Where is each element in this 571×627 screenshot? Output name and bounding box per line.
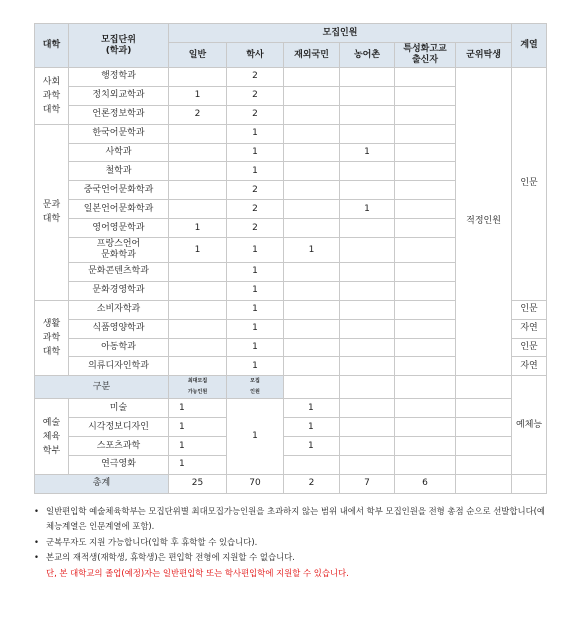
empty-cell <box>395 418 456 437</box>
college-header: 대학 <box>35 24 69 68</box>
notes <box>34 504 546 582</box>
arts-gubun-label: 구분 <box>35 376 169 399</box>
special-cell <box>395 200 456 219</box>
rural-cell <box>340 219 395 238</box>
dept-cell: 연극영화 <box>69 456 169 475</box>
special-cell <box>395 300 456 319</box>
note-2-text: 군복무자도 지원 가능합니다(입학 후 휴학할 수 있습니다). <box>46 536 258 547</box>
max-cell: 1 <box>169 399 227 418</box>
bachelor-cell: 2 <box>227 200 284 219</box>
special-cell <box>395 338 456 357</box>
bachelor-cell: 1 <box>227 263 284 282</box>
overseas-cell <box>284 357 340 376</box>
empty-cell <box>395 456 456 475</box>
general-cell <box>169 143 227 162</box>
rural-cell <box>340 124 395 143</box>
special-cell <box>395 181 456 200</box>
field-cell-humanities: 인문 <box>512 68 547 301</box>
overseas-cell <box>284 105 340 124</box>
general-cell: 1 <box>169 238 227 263</box>
admission-document <box>34 23 546 581</box>
field-cell-arts: 예체능 <box>512 376 547 475</box>
general-cell <box>169 319 227 338</box>
general-cell <box>169 68 227 87</box>
total-rural: 7 <box>340 474 395 493</box>
general-header: 일반 <box>169 43 227 68</box>
empty-cell <box>340 456 395 475</box>
field-cell: 자연 <box>512 319 547 338</box>
overseas-cell <box>284 181 340 200</box>
college-arts: 예술 체육 학부 <box>35 399 69 475</box>
dept-cell: 문화경영학과 <box>69 281 169 300</box>
total-overseas: 2 <box>284 474 340 493</box>
rural-cell <box>340 162 395 181</box>
overseas-cell <box>284 162 340 181</box>
rural-cell <box>340 68 395 87</box>
empty-cell <box>456 376 512 399</box>
general-cell <box>169 200 227 219</box>
total-row <box>35 474 547 493</box>
note-3-red: 단, 본 대학교의 졸업(예정)자는 일반편입학 또는 학사편입학에 지원할 수 있습니다. <box>46 567 349 578</box>
overseas-cell <box>284 143 340 162</box>
dept-cell: 중국언어문화학과 <box>69 181 169 200</box>
dept-cell: 영어영문학과 <box>69 219 169 238</box>
rural-cell <box>340 86 395 105</box>
arts-merged-quota: 1 <box>227 399 284 475</box>
rural-cell <box>340 105 395 124</box>
table-row <box>35 437 547 456</box>
note-2 <box>34 535 546 551</box>
empty-cell <box>395 376 456 399</box>
empty-cell <box>284 376 340 399</box>
overseas-cell <box>284 300 340 319</box>
rural-header: 농어촌 <box>340 43 395 68</box>
general-cell <box>169 300 227 319</box>
empty-cell <box>512 474 547 493</box>
unit-header: 모집단위 (학과) <box>69 24 169 68</box>
rural-cell: 1 <box>340 143 395 162</box>
dept-cell: 언론정보학과 <box>69 105 169 124</box>
college-living-science: 생활 과학 대학 <box>35 300 69 376</box>
bullet-icon: • <box>34 552 39 563</box>
overseas-cell <box>284 219 340 238</box>
special-hs-header: 특성화고교 출신자 <box>395 43 456 68</box>
dept-cell: 시각정보디자인 <box>69 418 169 437</box>
overseas-cell <box>284 281 340 300</box>
special-cell <box>395 124 456 143</box>
college-humanities: 문과 대학 <box>35 124 69 300</box>
special-cell <box>395 219 456 238</box>
bachelor-cell: 2 <box>227 105 284 124</box>
total-general: 25 <box>169 474 227 493</box>
general-cell <box>169 162 227 181</box>
arts-subheader-row <box>35 376 547 399</box>
total-bachelor: 70 <box>227 474 284 493</box>
arts-quota-label: 모집 인원 <box>227 376 284 399</box>
rural-cell <box>340 319 395 338</box>
bachelor-cell: 1 <box>227 143 284 162</box>
special-cell <box>395 162 456 181</box>
note-3 <box>34 550 546 566</box>
overseas-cell <box>284 263 340 282</box>
military-header: 군위탁생 <box>456 43 512 68</box>
bachelor-cell: 2 <box>227 181 284 200</box>
bachelor-cell: 1 <box>284 418 340 437</box>
bullet-icon: • <box>34 536 39 547</box>
bachelor-cell: 1 <box>284 437 340 456</box>
dept-cell: 아동학과 <box>69 338 169 357</box>
special-cell <box>395 263 456 282</box>
rural-cell <box>340 281 395 300</box>
arts-max-label: 최대모집 가능인원 <box>169 376 227 399</box>
special-cell <box>395 238 456 263</box>
special-cell <box>395 319 456 338</box>
note-1-text: 일반편입학 예술체육학부는 모집단위별 최대모집가능인원을 초과하지 않는 범위 내에서 학부 모집인원을 전형 총점 순으로 선발합니다(예체능계열은 인문계열에 포함). <box>46 505 546 532</box>
dept-cell: 사학과 <box>69 143 169 162</box>
field-cell: 인문 <box>512 300 547 319</box>
max-cell: 1 <box>169 437 227 456</box>
rural-cell <box>340 338 395 357</box>
empty-cell <box>456 437 512 456</box>
dept-cell: 식품영양학과 <box>69 319 169 338</box>
dept-cell: 철학과 <box>69 162 169 181</box>
total-special: 6 <box>395 474 456 493</box>
overseas-cell <box>284 124 340 143</box>
rural-cell <box>340 263 395 282</box>
general-cell: 1 <box>169 86 227 105</box>
bachelor-cell: 1 <box>284 399 340 418</box>
bachelor-cell: 1 <box>227 338 284 357</box>
overseas-cell <box>284 86 340 105</box>
general-cell: 1 <box>169 219 227 238</box>
special-cell <box>395 105 456 124</box>
rural-cell <box>340 300 395 319</box>
field-cell: 인문 <box>512 338 547 357</box>
special-cell <box>395 68 456 87</box>
overseas-header: 재외국민 <box>284 43 340 68</box>
note-3-text: 본교의 재적생(재학생, 휴학생)은 편입학 전형에 지원할 수 없습니다. <box>46 552 295 563</box>
special-cell <box>395 86 456 105</box>
dept-cell: 소비자학과 <box>69 300 169 319</box>
overseas-cell <box>284 319 340 338</box>
field-header: 계열 <box>512 24 547 68</box>
empty-cell <box>456 474 512 493</box>
bachelor-cell: 1 <box>227 238 284 263</box>
quota-group-header: 모집인원 <box>169 24 512 43</box>
military-cell: 적정인원 <box>456 68 512 376</box>
bachelor-cell: 1 <box>227 281 284 300</box>
empty-cell <box>340 376 395 399</box>
max-cell: 1 <box>169 456 227 475</box>
empty-cell <box>395 437 456 456</box>
rural-cell <box>340 357 395 376</box>
bachelor-cell: 1 <box>227 300 284 319</box>
bullet-icon: • <box>34 505 39 516</box>
dept-cell: 미술 <box>69 399 169 418</box>
general-cell <box>169 263 227 282</box>
dept-cell: 스포츠과학 <box>69 437 169 456</box>
bachelor-cell: 2 <box>227 86 284 105</box>
dept-cell: 정치외교학과 <box>69 86 169 105</box>
rural-cell <box>340 238 395 263</box>
bachelor-cell: 2 <box>227 219 284 238</box>
general-cell: 2 <box>169 105 227 124</box>
max-cell: 1 <box>169 418 227 437</box>
dept-cell: 문화콘텐츠학과 <box>69 263 169 282</box>
rural-cell: 1 <box>340 200 395 219</box>
empty-cell <box>395 399 456 418</box>
total-label: 총계 <box>35 474 169 493</box>
general-cell <box>169 357 227 376</box>
special-cell <box>395 143 456 162</box>
empty-cell <box>456 418 512 437</box>
special-cell <box>395 281 456 300</box>
bachelor-cell: 1 <box>227 124 284 143</box>
dept-cell: 의류디자인학과 <box>69 357 169 376</box>
bachelor-cell: 1 <box>227 162 284 181</box>
dept-cell: 프랑스언어 문화학과 <box>69 238 169 263</box>
special-cell <box>395 357 456 376</box>
general-cell <box>169 124 227 143</box>
table-row <box>35 418 547 437</box>
bachelor-cell: 2 <box>227 68 284 87</box>
overseas-cell: 1 <box>284 238 340 263</box>
bachelor-cell <box>284 456 340 475</box>
overseas-cell <box>284 338 340 357</box>
empty-cell <box>340 437 395 456</box>
college-social-science: 사회 과학 대학 <box>35 68 69 125</box>
empty-cell <box>340 399 395 418</box>
dept-cell: 일본언어문화학과 <box>69 200 169 219</box>
field-cell: 자연 <box>512 357 547 376</box>
bachelor-cell: 1 <box>227 319 284 338</box>
rural-cell <box>340 181 395 200</box>
table-row <box>35 456 547 475</box>
dept-cell: 행정학과 <box>69 68 169 87</box>
bachelor-cell: 1 <box>227 357 284 376</box>
general-cell <box>169 181 227 200</box>
overseas-cell <box>284 68 340 87</box>
table-row <box>35 68 547 87</box>
note-1 <box>34 504 546 535</box>
table-row <box>35 399 547 418</box>
bachelor-header: 학사 <box>227 43 284 68</box>
general-cell <box>169 281 227 300</box>
quota-table <box>34 23 547 494</box>
overseas-cell <box>284 200 340 219</box>
empty-cell <box>340 418 395 437</box>
general-cell <box>169 338 227 357</box>
dept-cell: 한국어문학과 <box>69 124 169 143</box>
empty-cell <box>456 399 512 418</box>
empty-cell <box>456 456 512 475</box>
